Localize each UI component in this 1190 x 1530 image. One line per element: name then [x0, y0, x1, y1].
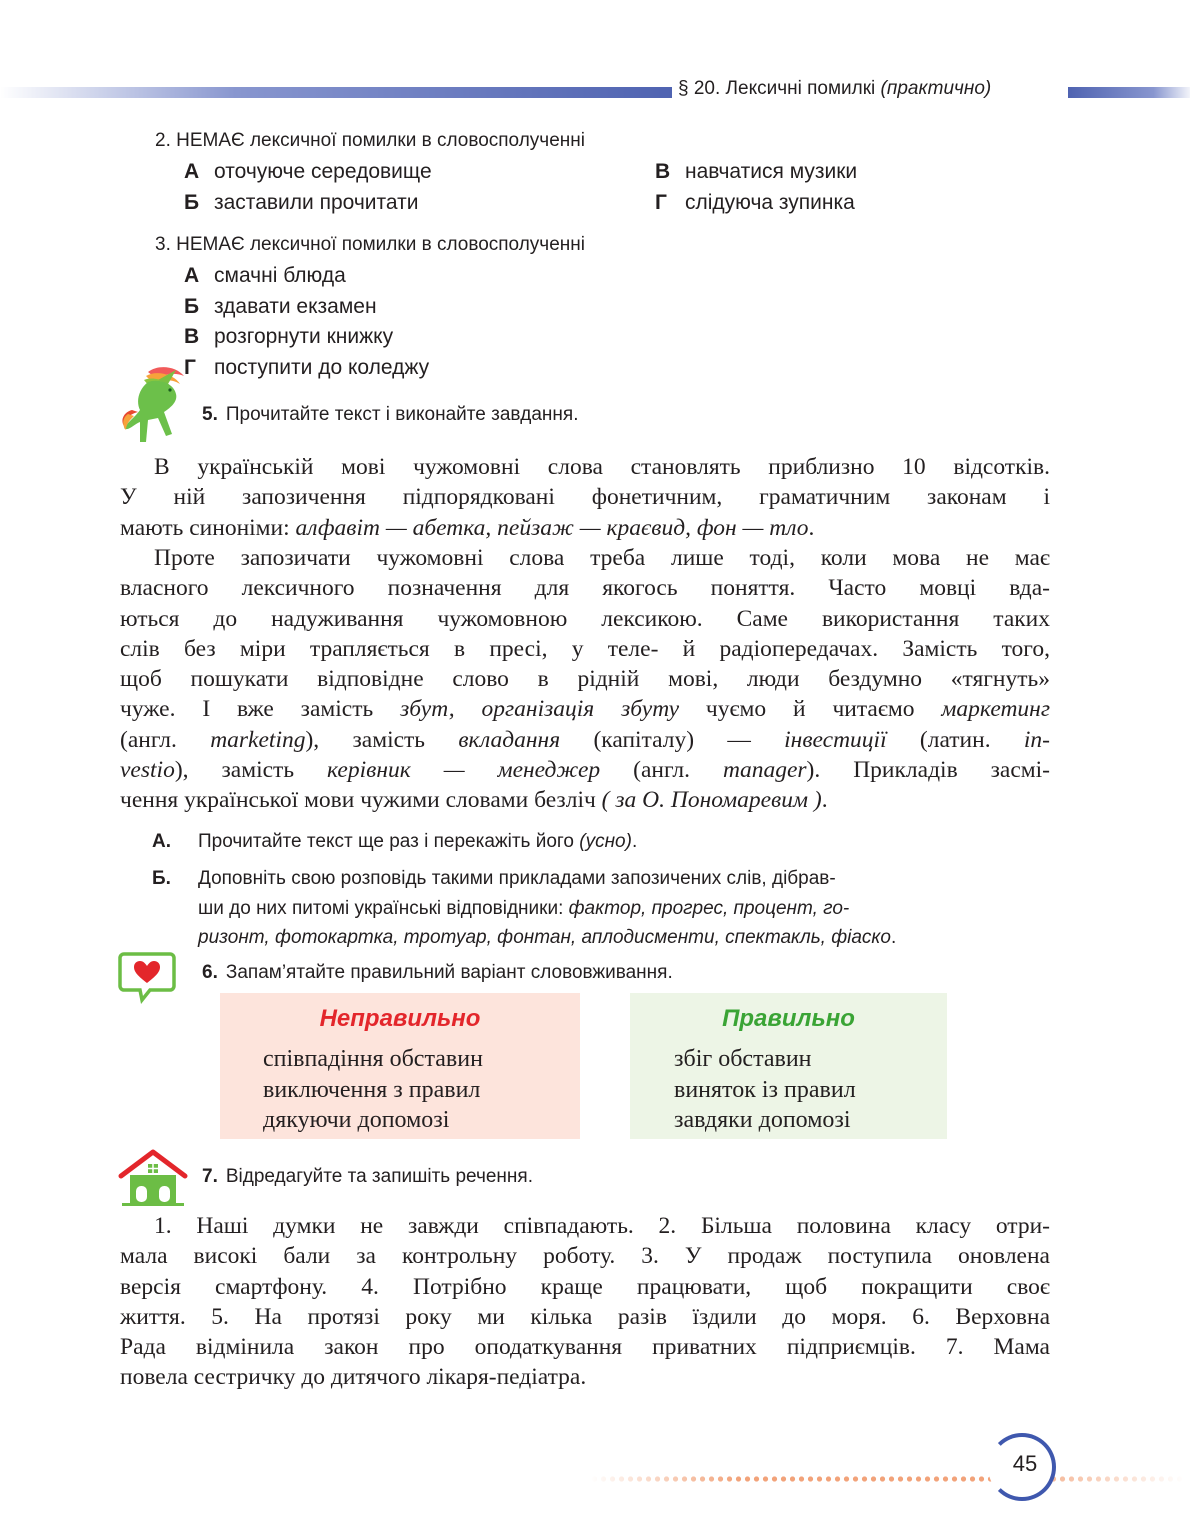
unicorn-icon: [118, 362, 200, 452]
heart-chat-icon: [118, 950, 176, 1004]
wrong-item: дякуючи допомозі: [263, 1107, 450, 1133]
header-bar-left: [0, 87, 672, 98]
q3-option-a: А смачні блюда: [184, 264, 346, 287]
task-5-paragraph-1: В українській мові чужомовні слова становлять приблизно 10 відсотків. У ній запозичення підпорядковані фонетичним, граматичним законам і мають синоніми: алфавіт — абетка, пейзаж — краєвид, фон — тло.: [120, 454, 1050, 541]
right-item: завдяки допомозі: [674, 1107, 851, 1133]
task-6-label: 6. Запам’ятайте правильний варіант слововживання.: [202, 962, 673, 983]
section-title: § 20. Лексичні помилкі (практично): [678, 78, 992, 99]
right-item: виняток із правил: [674, 1076, 856, 1103]
page-number: 45: [1012, 1451, 1038, 1476]
q3-option-b: Б здавати екзамен: [184, 295, 377, 318]
q2-option-d: Г слідуюча зупинка: [655, 191, 855, 214]
wrong-usage-box: [220, 993, 580, 1139]
task-5-sub-b: Б. Доповніть свою розповідь такими прикладами запозичених слів, дібрав- ши до них питомі українські відповідники: фактор, прогрес, процент, го- ризонт, фотокартка, тротуар, фонтан, аплодисменти, спектакль, фіаско.: [152, 868, 897, 948]
q3-option-d: Г поступити до коледжу: [184, 356, 430, 379]
right-heading: Правильно: [722, 1005, 855, 1032]
right-usage-box: [630, 993, 947, 1139]
q2-option-b: Б заставили прочитати: [184, 191, 419, 214]
task-5-label: 5. Прочитайте текст і виконайте завдання.: [202, 404, 579, 425]
task-5-sub-a: А. Прочитайте текст ще раз і перекажіть його (усно).: [152, 831, 638, 852]
question-2-title: 2. НЕМАЄ лексичної помилки в словосполученні: [155, 130, 585, 151]
house-icon: [118, 1148, 188, 1206]
task-7-sentences: 1. Наші думки не завжди співпадають. 2. Більша половина класу отри- мала високі бали за контрольну роботу. 3. У продаж поступила оновлена версія смартфону. 4. Потрібно краще працювати, щоб покращити своє життя. 5. На протязі року ми кілька разів їздили до моря. 6. Верховна Рада відмінила закон про оподаткування приватних підприємців. 7. Мама повела сестричку до дитячого лікаря-педіатра.: [120, 1213, 1050, 1391]
footer-dots: [590, 1476, 1185, 1482]
q2-option-a: А оточуюче середовище: [184, 160, 432, 183]
right-item: збіг обставин: [674, 1046, 812, 1072]
wrong-item: виключення з правил: [263, 1076, 481, 1103]
wrong-heading: Неправильно: [319, 1005, 481, 1032]
question-3-title: 3. НЕМАЄ лексичної помилки в словосполученні: [155, 234, 585, 255]
q2-option-c: В навчатися музики: [655, 160, 858, 183]
wrong-item: співпадіння обставин: [263, 1046, 483, 1072]
q3-option-c: В розгорнути книжку: [184, 325, 394, 348]
task-7-label: 7. Відредагуйте та запишіть речення.: [202, 1166, 533, 1187]
header-bar-right: [1068, 87, 1190, 98]
task-5-paragraph-2: Проте запозичати чужомовні слова треба лише тоді, коли мова не має власного лексичного позначення для якогось поняття. Часто мовці вда- ються до надуживання чужомовною лексикою. Саме використання таких слів без міри трапляється в пресі, у теле- й радіопередачах. Замість того, щоб пошукати відповідне слово в рідній мові, люди бездумно «тягнуть» чуже. І вже замість збут, організація збуту чуємо й читаємо маркетинг (англ. marketing), замість вкладання (капіталу) — інвестиції (латин. in- vestio), замість керівник — менеджер (англ. manager). Прикладів засмі- чення української мови чужими словами безліч ( за О. Пономаревим ).: [120, 545, 1051, 814]
